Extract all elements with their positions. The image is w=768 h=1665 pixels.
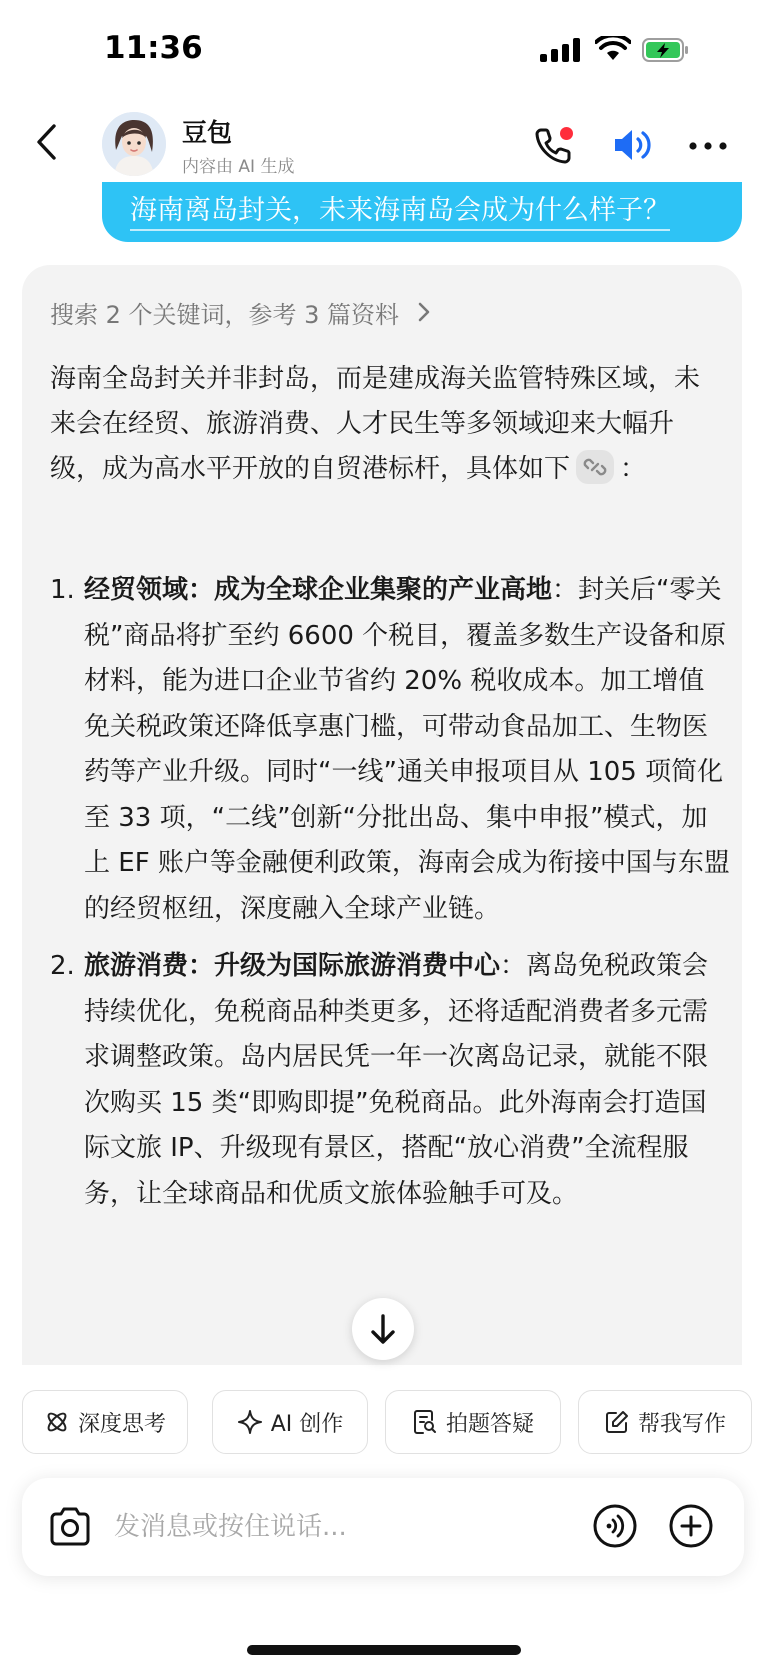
quick-action-label: 深度思考 bbox=[77, 1411, 166, 1437]
avatar-illustration-icon bbox=[102, 112, 166, 176]
list-item-body: ：离岛免税政策会持续优化，免税商品种类更多，还将适配消费者多元需求调整政策。岛内居民凭一年一次离岛记录，就能不限次购买 15 类“即购即提”免税商品。此外海南会打造国际文旅 IP、升级现有景区，搭配“放心消费”全流程服务，让全球商品和优质文旅体验触手可及。 bbox=[84, 951, 709, 1209]
atom-icon bbox=[44, 1409, 70, 1435]
assistant-answer-card bbox=[22, 265, 742, 1365]
user-message-text: 海南离岛封关，未来海南岛会成为什么样子？ bbox=[130, 188, 670, 231]
bot-name: 豆包 bbox=[182, 118, 233, 147]
user-message-bubble[interactable] bbox=[102, 182, 742, 242]
list-item-heading: 经贸领域：成为全球企业集聚的产业高地 bbox=[84, 575, 553, 605]
source-link-icon[interactable] bbox=[576, 450, 614, 484]
quick-action-label: 帮我写作 bbox=[637, 1411, 726, 1437]
battery-charging-icon bbox=[642, 37, 690, 63]
message-composer bbox=[22, 1478, 744, 1576]
list-item-number: 2. bbox=[50, 951, 75, 981]
scroll-to-bottom-button[interactable] bbox=[352, 1298, 414, 1360]
scan-question-icon bbox=[412, 1409, 438, 1435]
list-item-number: 1. bbox=[50, 575, 75, 605]
add-plus-icon[interactable] bbox=[668, 1503, 714, 1549]
chat-header bbox=[0, 105, 768, 185]
call-notification-dot bbox=[560, 127, 573, 140]
sparkle-icon bbox=[237, 1409, 263, 1435]
list-item bbox=[50, 568, 730, 932]
edit-icon bbox=[604, 1409, 630, 1435]
answer-intro-text: 海南全岛封关并非封岛，而是建成海关监管特殊区域，未来会在经贸、旅游消费、人才民生等多领域迎来大幅升级，成为高水平开放的自贸港标杆，具体如下 bbox=[50, 364, 701, 484]
list-item bbox=[50, 944, 730, 1217]
answer-intro-colon: ： bbox=[620, 454, 647, 484]
quick-action-bar bbox=[0, 1390, 768, 1460]
status-time: 11:36 bbox=[104, 30, 203, 66]
deep-thinking-button[interactable] bbox=[22, 1390, 188, 1454]
wifi-icon bbox=[595, 36, 631, 62]
list-item-body: ：封关后“零关税”商品将扩至约 6600 个税目，覆盖多数生产设备和原材料，能为进口企业节省约 20% 税收成本。加工增值免关税政策还降低享惠门槛，可带动食品加工、生物医药等产业升级。同时“一线”通关申报项目从 105 项简化至 33 项，“二线”创新“分批出岛、集中申报”模式，加上 EF 账户等金融便利政策，海南会成为衔接中国与东盟的经贸枢纽，深度融入全球产业链。 bbox=[84, 575, 730, 924]
status-bar bbox=[0, 0, 768, 100]
list-item-heading: 旅游消费：升级为国际旅游消费中心 bbox=[84, 951, 501, 981]
ai-generated-note: 内容由 AI 生成 bbox=[182, 157, 295, 177]
camera-icon[interactable] bbox=[48, 1506, 92, 1548]
chevron-right-icon bbox=[417, 301, 431, 323]
avatar[interactable] bbox=[102, 112, 166, 176]
home-indicator bbox=[247, 1645, 521, 1655]
answer-list bbox=[50, 568, 730, 1229]
speaker-icon[interactable] bbox=[610, 123, 654, 167]
message-input[interactable] bbox=[114, 1500, 534, 1554]
photo-question-button[interactable] bbox=[385, 1390, 561, 1454]
voice-input-icon[interactable] bbox=[592, 1503, 638, 1549]
more-options-icon[interactable] bbox=[686, 131, 730, 161]
back-button[interactable] bbox=[28, 117, 68, 167]
quick-action-label: 拍题答疑 bbox=[445, 1411, 534, 1437]
arrow-down-icon bbox=[352, 1298, 414, 1360]
search-references-toggle[interactable] bbox=[50, 295, 431, 330]
search-references-label: 搜索 2 个关键词，参考 3 篇资料 bbox=[50, 301, 400, 329]
answer-intro bbox=[50, 357, 720, 492]
help-me-write-button[interactable] bbox=[578, 1390, 752, 1454]
ai-create-button[interactable] bbox=[212, 1390, 368, 1454]
quick-action-label: AI 创作 bbox=[270, 1411, 344, 1437]
cellular-signal-icon bbox=[540, 38, 582, 62]
